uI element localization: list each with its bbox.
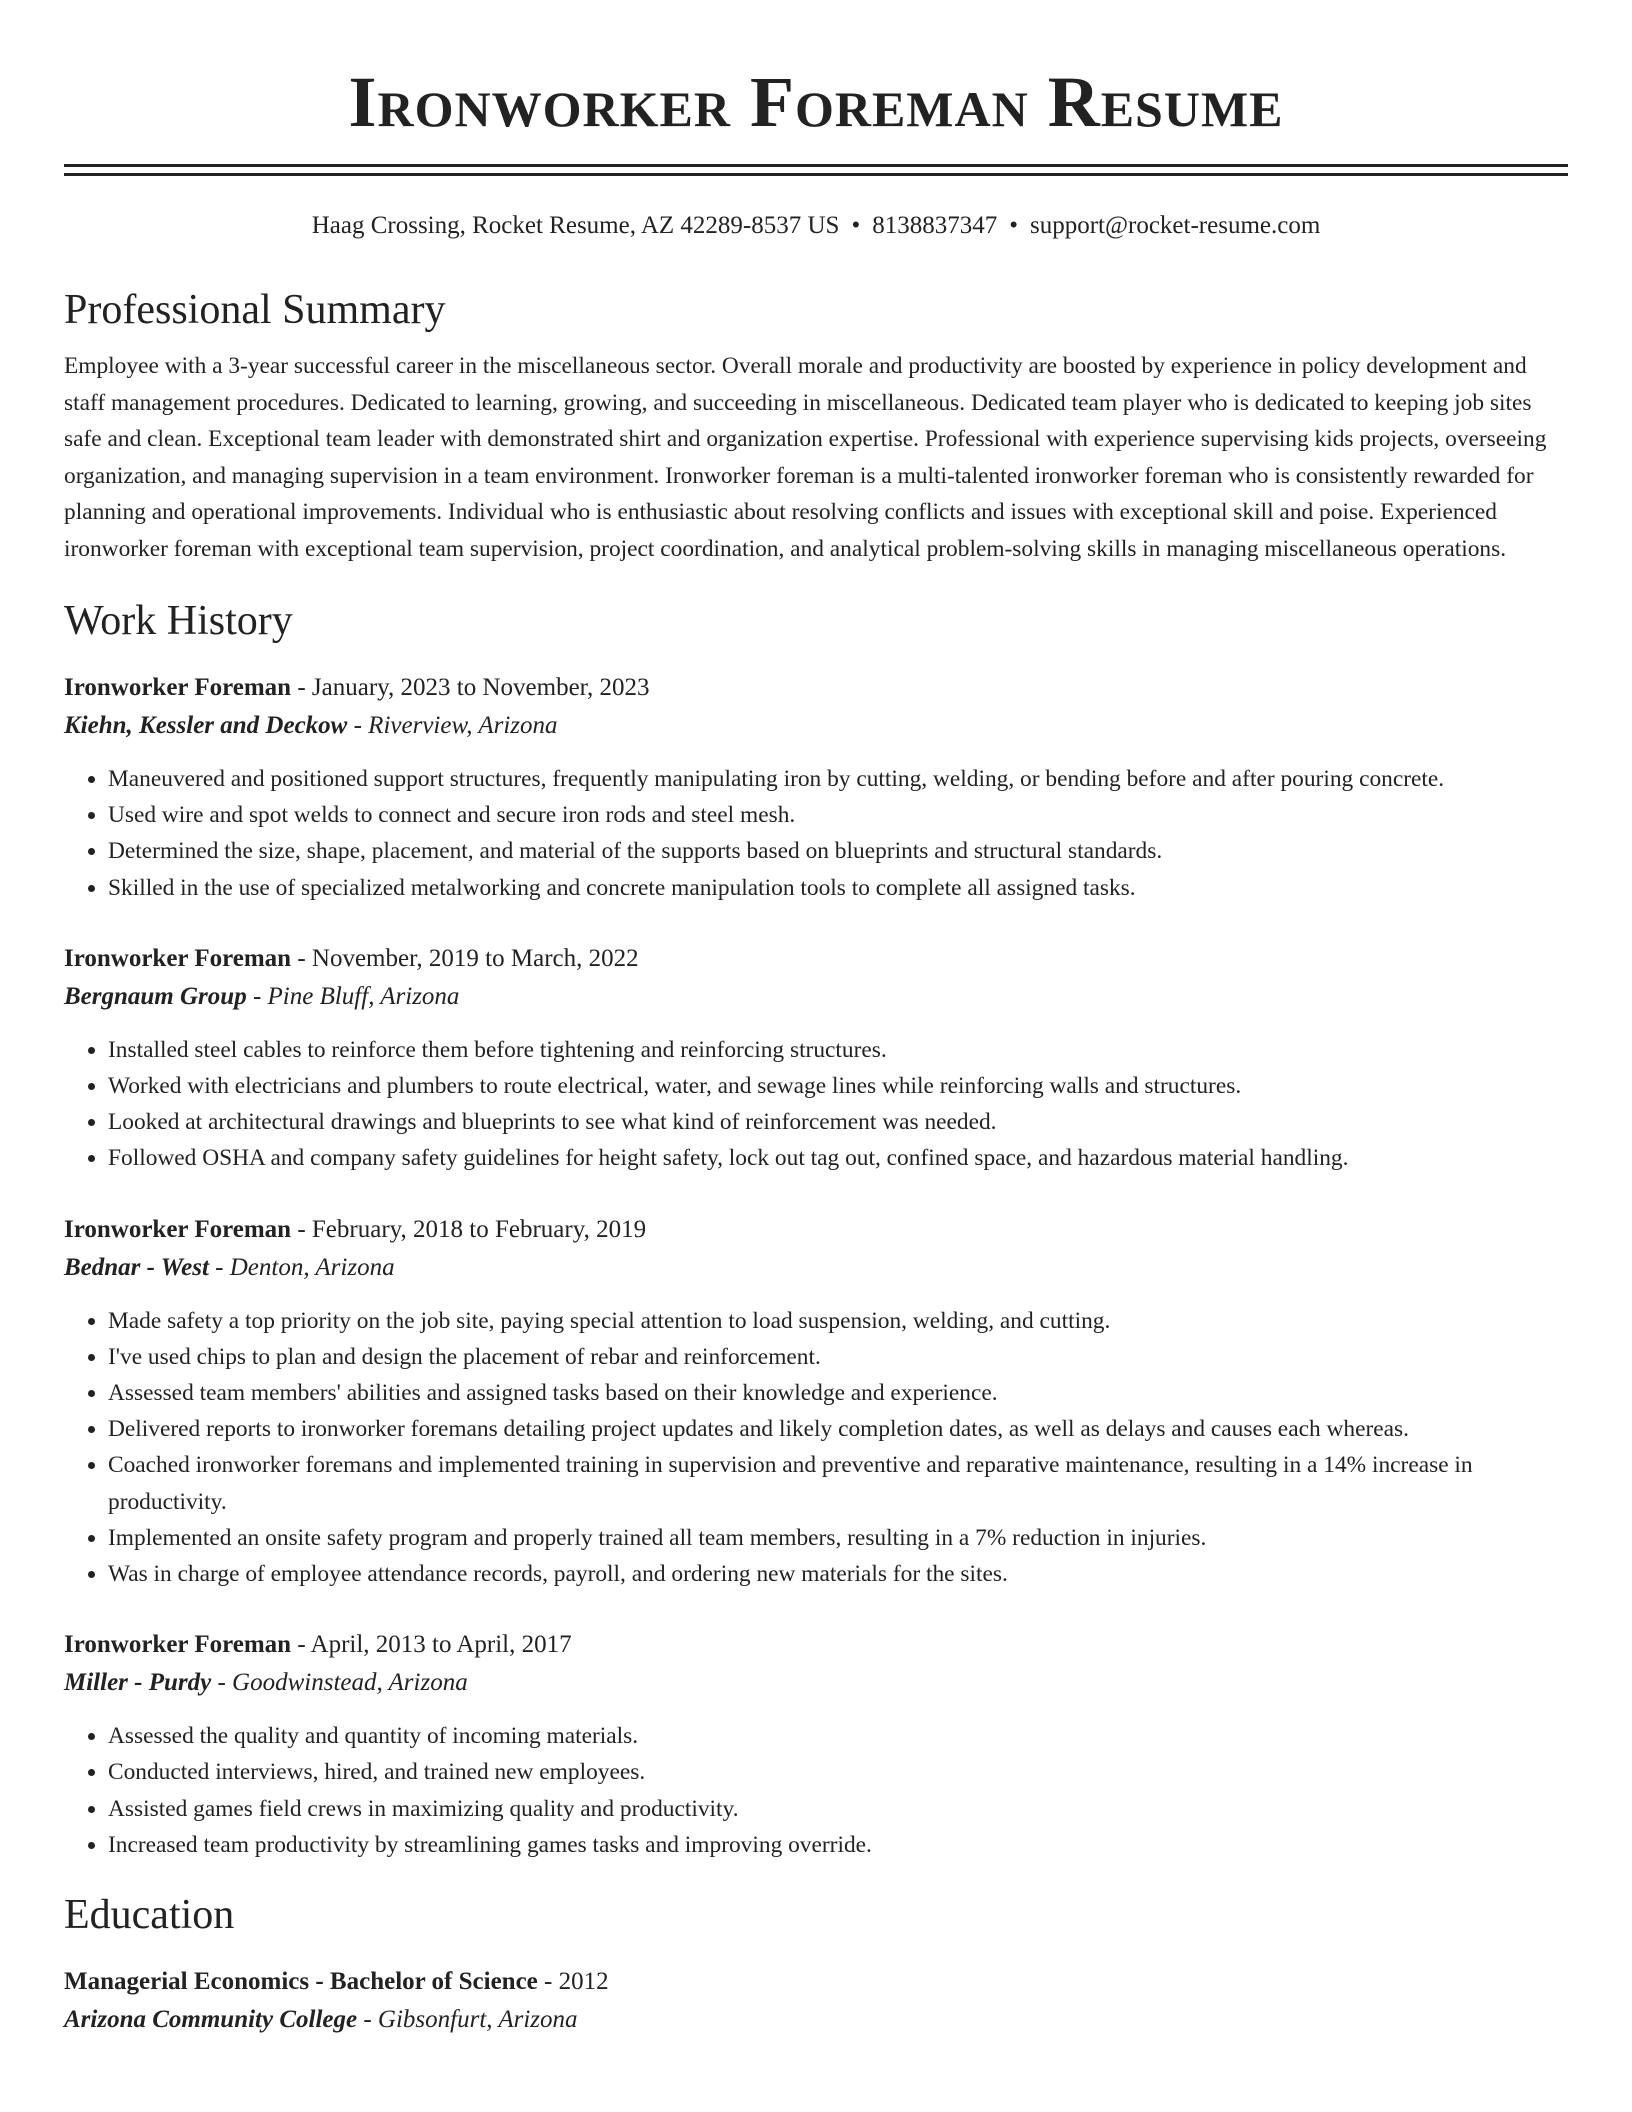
job-dates: - February, 2018 to February, 2019 — [291, 1215, 647, 1243]
job-title-line — [64, 940, 1568, 978]
work-history-heading: Work History — [64, 598, 293, 644]
contact-email: support@rocket-resume.com — [1029, 212, 1321, 239]
company-location: - Riverview, Arizona — [347, 712, 558, 739]
job-dates: - November, 2019 to March, 2022 — [291, 944, 639, 972]
company-name: Bergnaum Group — [64, 982, 247, 1010]
company-name: Bednar - West — [64, 1253, 209, 1281]
job-title: Ironworker Foreman — [64, 1215, 292, 1243]
contact-address: Haag Crossing, Rocket Resume, AZ 42289-8537 US — [311, 212, 840, 239]
company-line — [64, 707, 1568, 745]
education-list — [64, 1963, 1568, 2039]
company-location: - Pine Bluff, Arizona — [246, 982, 460, 1010]
job-duty-item: • Worked with electricians and plumbers to route electrical, water, and sewage lines while reinforcing walls and structures. — [108, 1068, 1568, 1104]
company-name: Miller - Purdy — [64, 1669, 212, 1697]
summary-text: Employee with a 3-year successful career in the miscellaneous sector. Overall morale and productivity are boosted by experience in policy development and staff management procedures. Dedicated to learning, growing, and succeeding in miscellaneous. Dedicated team player who is dedicated to keeping job sites safe and clean. Exceptional team leader with demonstrated shirt and organization expertise. Professional with experience supervising kids projects, overseeing organization, and managing supervision in a team environment. Ironworker foreman is a multi-talented ironworker foreman who is consistently rewarded for planning and operational improvements. Individual who is enthusiastic about resolving conflicts and issues with exceptional skill and poise. Experienced ironworker foreman with exceptional team supervision, project coordination, and analytical problem-solving skills in managing miscellaneous operations. — [64, 353, 1547, 562]
job-entry — [64, 669, 1568, 906]
company-location: - Denton, Arizona — [208, 1253, 395, 1281]
job-dates: - April, 2013 to April, 2017 — [291, 1631, 572, 1659]
job-entry — [64, 940, 1568, 1177]
job-entry — [64, 1626, 1568, 1863]
title-divider-top — [64, 164, 1568, 167]
education-heading: Education — [64, 1892, 235, 1939]
company-name: Kiehn, Kessler and Deckow — [64, 712, 348, 739]
job-duties-list — [64, 1303, 1568, 1593]
school-name: Arizona Community College — [64, 2006, 358, 2034]
job-duty-item: • Assisted games field crews in maximizing quality and productivity. — [108, 1791, 1568, 1827]
job-duties-list — [64, 1032, 1568, 1177]
job-duty-item: • Followed OSHA and company safety guidelines for height safety, lock out tag out, confined space, and hazardous material handling. — [108, 1140, 1568, 1176]
company-line — [64, 978, 1568, 1016]
job-duty-item: • Skilled in the use of specialized metalworking and concrete manipulation tools to complete all assigned tasks. — [108, 870, 1568, 906]
job-duty-item: • Determined the size, shape, placement, and material of the supports based on blueprints and structural standards. — [108, 833, 1568, 869]
job-duty-item: • Looked at architectural drawings and blueprints to see what kind of reinforcement was needed. — [108, 1104, 1568, 1140]
school-line — [64, 2001, 1568, 2039]
job-title: Ironworker Foreman — [64, 944, 292, 972]
job-duty-item: • Assessed the quality and quantity of incoming materials. — [108, 1718, 1568, 1754]
job-title-line — [64, 1626, 1568, 1664]
title-divider-bottom — [64, 173, 1568, 176]
job-duty-item: • Used wire and spot welds to connect and secure iron rods and steel mesh. — [108, 797, 1568, 833]
job-title: Ironworker Foreman — [64, 1631, 292, 1659]
job-title-line — [64, 1211, 1568, 1249]
job-duties-list — [64, 761, 1568, 906]
job-duty-item: • Installed steel cables to reinforce them before tightening and reinforcing structures. — [108, 1032, 1568, 1068]
job-entry — [64, 1211, 1568, 1593]
company-line — [64, 1664, 1568, 1702]
job-duty-item: • Delivered reports to ironworker foremans detailing project updates and likely completion dates, as well as delays and causes each whereas. — [108, 1411, 1568, 1447]
job-duty-item: • I've used chips to plan and design the placement of rebar and reinforcement. — [108, 1339, 1568, 1375]
job-duty-item: • Assessed team members' abilities and assigned tasks based on their knowledge and experience. — [108, 1375, 1568, 1411]
job-duty-item: • Was in charge of employee attendance records, payroll, and ordering new materials for the sites. — [108, 1556, 1568, 1592]
job-title: Ironworker Foreman — [64, 674, 292, 701]
job-duties-list — [64, 1718, 1568, 1863]
job-duty-item: • Maneuvered and positioned support structures, frequently manipulating iron by cutting, welding, or bending before and after pouring concrete. — [108, 761, 1568, 797]
job-duty-item: • Conducted interviews, hired, and trained new employees. — [108, 1754, 1568, 1790]
company-location: - Goodwinstead, Arizona — [211, 1669, 468, 1697]
company-line — [64, 1249, 1568, 1287]
contact-line — [64, 210, 1568, 242]
degree-name: Managerial Economics - Bachelor of Science — [64, 1968, 538, 1996]
job-dates: - January, 2023 to November, 2023 — [291, 674, 650, 701]
resume-title: Ironworker Foreman Resume — [348, 62, 1284, 142]
degree-year: - 2012 — [537, 1968, 609, 1996]
job-duty-item: • Increased team productivity by streamlining games tasks and improving override. — [108, 1827, 1568, 1863]
contact-phone: 8138837347 — [872, 212, 998, 239]
job-duty-item: • Implemented an onsite safety program and properly trained all team members, resulting in a 7% reduction in injuries. — [108, 1520, 1568, 1556]
work-history-list — [64, 669, 1568, 1863]
job-duty-item: • Made safety a top priority on the job site, paying special attention to load suspension, welding, and cutting. — [108, 1303, 1568, 1339]
school-location: - Gibsonfurt, Arizona — [357, 2006, 578, 2034]
degree-line — [64, 1963, 1568, 2001]
contact-separator: • — [851, 212, 861, 239]
education-entry — [64, 1963, 1568, 2039]
summary-heading: Professional Summary — [64, 287, 446, 333]
job-duty-item: • Coached ironworker foremans and implemented training in supervision and preventive and reparative maintenance, resulting in a 14% increase in productivity. — [108, 1447, 1568, 1519]
contact-separator: • — [1009, 212, 1018, 239]
job-title-line — [64, 669, 1568, 707]
